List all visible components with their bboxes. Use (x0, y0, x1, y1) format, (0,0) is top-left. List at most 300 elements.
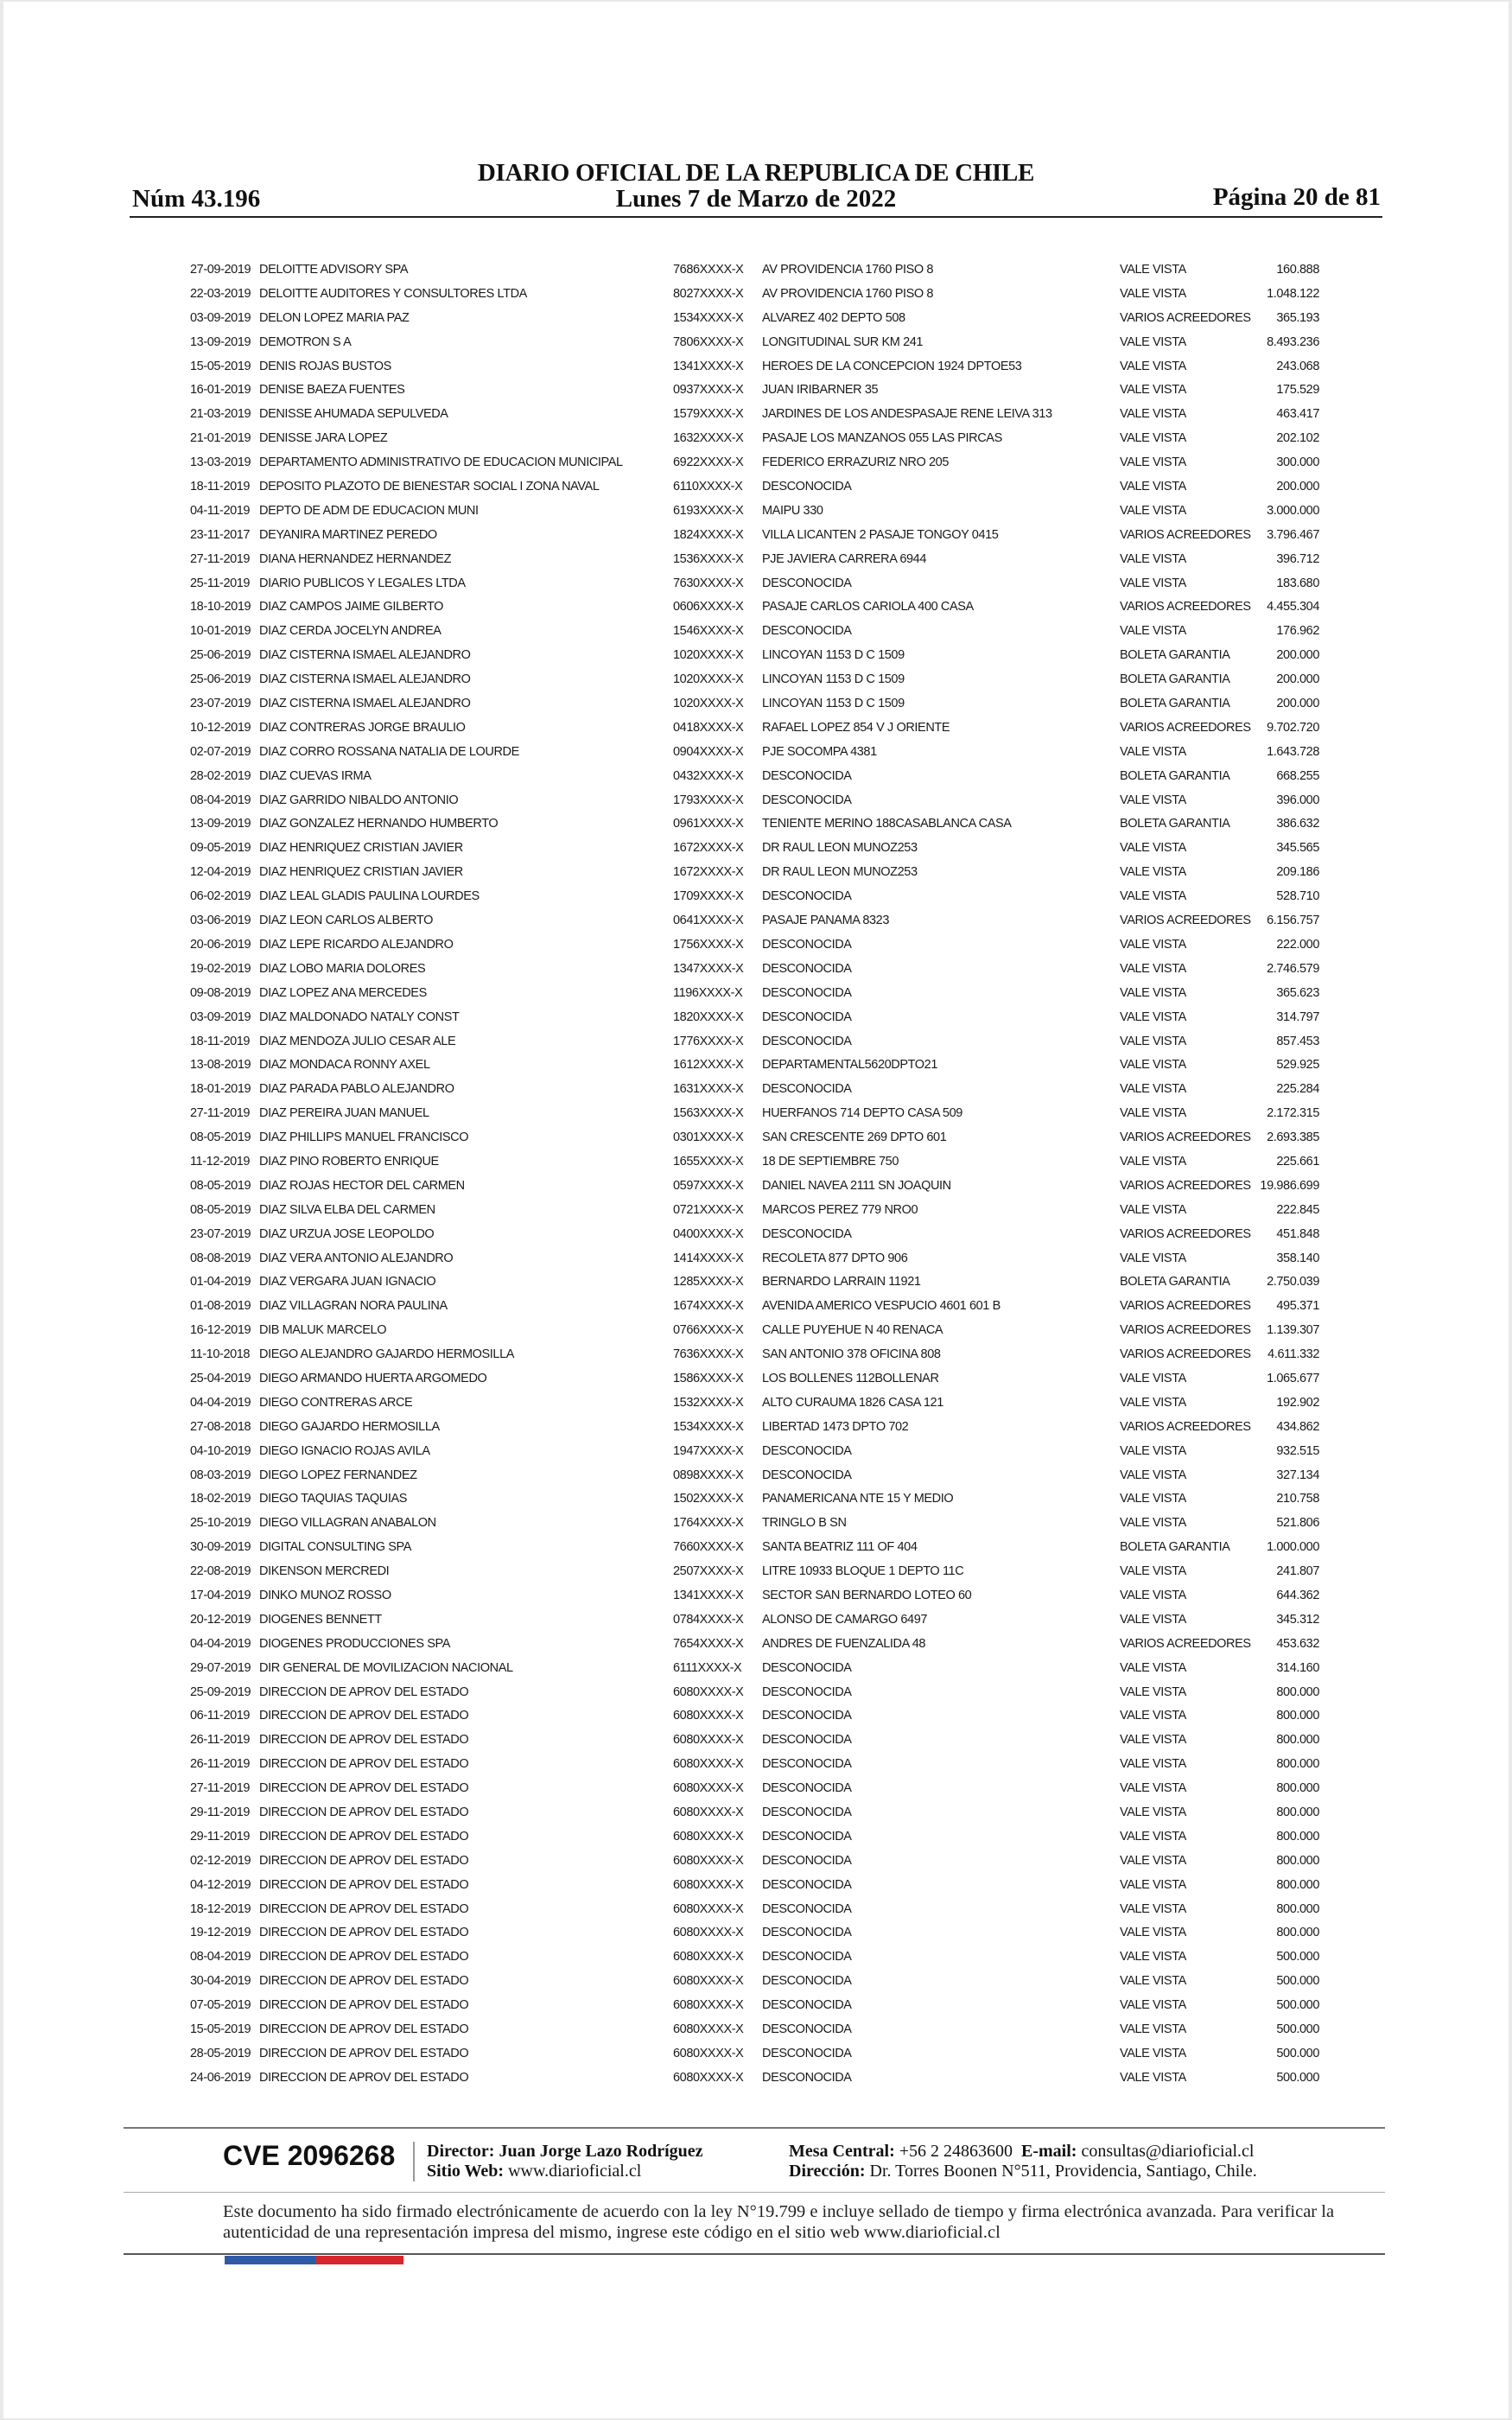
row-rut: 6080XXXX-X (673, 2022, 744, 2037)
row-beneficiary: DEMOTRON S A (259, 334, 352, 349)
row-address: DESCONOCIDA (762, 2070, 852, 2085)
row-amount: 644.362 (1276, 1588, 1319, 1602)
row-beneficiary: DIAZ LEAL GLADIS PAULINA LOURDES (259, 889, 480, 904)
row-document-type: VALE VISTA (1120, 1492, 1186, 1506)
table-row (0, 1993, 1512, 2017)
row-amount: 500.000 (1276, 2070, 1319, 2085)
table-row (0, 1101, 1512, 1125)
row-address: DESCONOCIDA (762, 1757, 852, 1772)
row-amount: 6.156.757 (1267, 914, 1319, 928)
row-amount: 243.068 (1276, 359, 1319, 373)
row-rut: 6111XXXX-X (673, 1660, 742, 1675)
row-beneficiary: DIR GENERAL DE MOVILIZACION NACIONAL (259, 1660, 513, 1675)
row-amount: 451.848 (1276, 1226, 1319, 1241)
row-beneficiary: DIRECCION DE APROV DEL ESTADO (259, 1805, 469, 1819)
row-date: 02-12-2019 (190, 1853, 251, 1868)
row-amount: 463.417 (1276, 407, 1319, 422)
row-beneficiary: DIRECCION DE APROV DEL ESTADO (259, 1733, 469, 1748)
row-amount: 314.797 (1276, 1009, 1319, 1024)
row-address: DR RAUL LEON MUNOZ253 (762, 841, 918, 856)
row-document-type: VALE VISTA (1120, 1034, 1186, 1048)
row-document-type: VALE VISTA (1120, 2022, 1186, 2037)
row-amount: 800.000 (1276, 1781, 1319, 1796)
row-date: 25-04-2019 (190, 1371, 251, 1385)
row-address: DESCONOCIDA (762, 1974, 852, 1989)
row-rut: 1579XXXX-X (673, 407, 744, 422)
row-beneficiary: DINKO MUNOZ ROSSO (259, 1588, 391, 1602)
table-row (0, 1174, 1512, 1198)
row-amount: 345.565 (1276, 841, 1319, 856)
row-address: DESCONOCIDA (762, 961, 852, 976)
row-beneficiary: DIAZ CERDA JOCELYN ANDREA (259, 624, 442, 639)
table-row (0, 1125, 1512, 1150)
email-label: E-mail: (1021, 2142, 1077, 2161)
table-row (0, 402, 1512, 426)
site-label: Sitio Web: (427, 2162, 505, 2181)
row-date: 20-12-2019 (190, 1612, 251, 1627)
row-amount: 528.710 (1276, 889, 1319, 904)
table-row (0, 354, 1512, 379)
row-rut: 1020XXXX-X (673, 648, 744, 663)
row-amount: 521.806 (1276, 1516, 1319, 1531)
row-amount: 1.065.677 (1267, 1371, 1319, 1385)
row-date: 24-06-2019 (190, 2070, 251, 2085)
row-address: DESCONOCIDA (762, 2022, 852, 2037)
table-row (0, 450, 1512, 474)
email-link[interactable]: consultas@diarioficial.cl (1081, 2142, 1255, 2161)
row-beneficiary: DIAZ HENRIQUEZ CRISTIAN JAVIER (259, 865, 463, 880)
row-amount: 434.862 (1276, 1419, 1319, 1434)
row-beneficiary: DIAZ VERGARA JUAN IGNACIO (259, 1275, 436, 1290)
table-row (0, 740, 1512, 764)
row-address: DESCONOCIDA (762, 1468, 852, 1482)
row-amount: 209.186 (1276, 865, 1319, 880)
row-address: LINCOYAN 1153 D C 1509 (762, 672, 905, 687)
row-rut: 1824XXXX-X (673, 527, 744, 542)
row-beneficiary: DIRECCION DE APROV DEL ESTADO (259, 1950, 469, 1965)
legal-notice: Este documento ha sido firmado electrónicamente de acuerdo con la ley N°19.799 e incluye sellado de tiempo y firma electrónica avanzada. Para verificar la autenticidad de una representación impresa del mismo, ingrese este código en el sitio web www.diarioficial.cl (223, 2202, 1335, 2242)
row-address: PJE JAVIERA CARRERA 6944 (762, 551, 926, 566)
row-amount: 365.193 (1276, 310, 1319, 325)
row-rut: 1612XXXX-X (673, 1058, 744, 1073)
row-beneficiary: DIOGENES PRODUCCIONES SPA (259, 1636, 450, 1651)
row-document-type: BOLETA GARANTIA (1120, 648, 1230, 663)
row-beneficiary: DIAZ GARRIDO NIBALDO ANTONIO (259, 793, 459, 807)
row-date: 25-06-2019 (190, 648, 251, 663)
row-document-type: BOLETA GARANTIA (1120, 1275, 1230, 1290)
row-address: SANTA BEATRIZ 111 OF 404 (762, 1540, 918, 1555)
row-document-type: VALE VISTA (1120, 1588, 1186, 1602)
row-beneficiary: DIAZ MENDOZA JULIO CESAR ALE (259, 1034, 456, 1048)
row-date: 16-12-2019 (190, 1323, 251, 1338)
row-date: 16-01-2019 (190, 383, 251, 398)
row-document-type: VALE VISTA (1120, 1564, 1186, 1579)
row-amount: 4.455.304 (1267, 600, 1319, 615)
row-amount: 1.643.728 (1267, 744, 1319, 759)
row-document-type: VALE VISTA (1120, 1974, 1186, 1989)
row-document-type: VALE VISTA (1120, 431, 1186, 446)
row-rut: 6080XXXX-X (673, 1829, 744, 1844)
row-rut: 0766XXXX-X (673, 1323, 744, 1338)
row-rut: 0641XXXX-X (673, 914, 744, 928)
row-address: DESCONOCIDA (762, 1082, 852, 1097)
row-date: 18-11-2019 (190, 1034, 251, 1048)
row-beneficiary: DIGITAL CONSULTING SPA (259, 1540, 411, 1555)
row-date: 18-01-2019 (190, 1082, 251, 1097)
row-rut: 1414XXXX-X (673, 1251, 744, 1265)
footer-divider-mid (124, 2192, 1385, 2193)
row-date: 25-06-2019 (190, 672, 251, 687)
row-beneficiary: DIAZ CAMPOS JAIME GILBERTO (259, 600, 444, 615)
row-rut: 1672XXXX-X (673, 865, 744, 880)
row-date: 08-08-2019 (190, 1251, 251, 1265)
row-address: DESCONOCIDA (762, 1926, 852, 1940)
address-label: Dirección: (789, 2162, 866, 2181)
row-beneficiary: DIEGO TAQUIAS TAQUIAS (259, 1492, 408, 1506)
row-address: DESCONOCIDA (762, 1443, 852, 1458)
row-date: 19-02-2019 (190, 961, 251, 976)
row-date: 28-05-2019 (190, 2046, 251, 2060)
row-rut: 1341XXXX-X (673, 359, 744, 373)
row-document-type: VARIOS ACREEDORES (1120, 1323, 1251, 1338)
row-rut: 1563XXXX-X (673, 1106, 744, 1121)
row-address: DESCONOCIDA (762, 1009, 852, 1024)
row-address: ALVAREZ 402 DEPTO 508 (762, 310, 905, 325)
row-amount: 183.680 (1276, 576, 1319, 590)
row-rut: 1793XXXX-X (673, 793, 744, 807)
row-document-type: VARIOS ACREEDORES (1120, 720, 1251, 735)
table-row (0, 378, 1512, 402)
row-amount: 500.000 (1276, 1998, 1319, 2013)
row-address: DESCONOCIDA (762, 768, 852, 783)
table-row (0, 1559, 1512, 1583)
row-beneficiary: DIEGO VILLAGRAN ANABALON (259, 1516, 436, 1531)
table-row (0, 1463, 1512, 1487)
row-document-type: VALE VISTA (1120, 1829, 1186, 1844)
row-rut: 6080XXXX-X (673, 1998, 744, 2013)
row-address: DANIEL NAVEA 2111 SN JOAQUIN (762, 1178, 951, 1193)
row-date: 15-05-2019 (190, 359, 251, 373)
row-beneficiary: DIRECCION DE APROV DEL ESTADO (259, 1709, 469, 1723)
row-beneficiary: DIAZ LEON CARLOS ALBERTO (259, 914, 433, 928)
table-row (0, 1366, 1512, 1391)
row-amount: 800.000 (1276, 1926, 1319, 1940)
table-row (0, 330, 1512, 354)
table-row (0, 860, 1512, 884)
row-beneficiary: DENISE BAEZA FUENTES (259, 383, 405, 398)
table-row (0, 547, 1512, 571)
row-amount: 8.493.236 (1267, 334, 1319, 349)
row-document-type: VALE VISTA (1120, 841, 1186, 856)
table-row (0, 1246, 1512, 1270)
row-address: SAN ANTONIO 378 OFICINA 808 (762, 1347, 941, 1362)
row-rut: 0904XXXX-X (673, 744, 744, 759)
row-address: DR RAUL LEON MUNOZ253 (762, 865, 918, 880)
row-beneficiary: DEPOSITO PLAZOTO DE BIENESTAR SOCIAL I ZONA NAVAL (259, 480, 600, 494)
row-document-type: VALE VISTA (1120, 455, 1186, 470)
row-rut: 1820XXXX-X (673, 1009, 744, 1024)
row-rut: 0937XXXX-X (673, 383, 744, 398)
site-link[interactable]: www.diarioficial.cl (508, 2162, 642, 2181)
row-beneficiary: DIAZ MALDONADO NATALY CONST (259, 1009, 460, 1024)
row-beneficiary: DIRECCION DE APROV DEL ESTADO (259, 2046, 469, 2060)
row-rut: 1020XXXX-X (673, 672, 744, 687)
row-date: 23-11-2017 (190, 527, 251, 542)
row-date: 21-01-2019 (190, 431, 251, 446)
row-beneficiary: DIAZ CORRO ROSSANA NATALIA DE LOURDE (259, 744, 519, 759)
row-rut: 1672XXXX-X (673, 841, 744, 856)
row-rut: 6080XXXX-X (673, 1781, 744, 1796)
row-address: JUAN IRIBARNER 35 (762, 383, 879, 398)
row-document-type: VALE VISTA (1120, 1082, 1186, 1097)
row-document-type: VALE VISTA (1120, 503, 1186, 518)
row-beneficiary: DIOGENES BENNETT (259, 1612, 382, 1627)
row-address: BERNARDO LARRAIN 11921 (762, 1275, 921, 1290)
row-date: 27-09-2019 (190, 263, 251, 277)
row-date: 03-09-2019 (190, 1009, 251, 1024)
row-beneficiary: DIAZ CUEVAS IRMA (259, 768, 372, 783)
row-beneficiary: DIAZ LOPEZ ANA MERCEDES (259, 985, 427, 1000)
row-address: DESCONOCIDA (762, 576, 852, 590)
table-row (0, 908, 1512, 933)
row-amount: 453.632 (1276, 1636, 1319, 1651)
row-address: ANDRES DE FUENZALIDA 48 (762, 1636, 926, 1651)
row-beneficiary: DIAZ CONTRERAS JORGE BRAULIO (259, 720, 466, 735)
row-address: DESCONOCIDA (762, 2046, 852, 2060)
flag-stripe-blue (225, 2256, 315, 2264)
table-row (0, 667, 1512, 691)
row-amount: 800.000 (1276, 1829, 1319, 1844)
table-row (0, 2017, 1512, 2041)
row-date: 30-04-2019 (190, 1974, 251, 1989)
row-amount: 222.000 (1276, 937, 1319, 952)
row-rut: 6080XXXX-X (673, 1853, 744, 1868)
row-beneficiary: DIAZ GONZALEZ HERNANDO HUMBERTO (259, 817, 499, 831)
row-date: 08-03-2019 (190, 1468, 251, 1482)
row-beneficiary: DIRECCION DE APROV DEL ESTADO (259, 1757, 469, 1772)
row-amount: 210.758 (1276, 1492, 1319, 1506)
row-document-type: VALE VISTA (1120, 1877, 1186, 1892)
table-row (0, 1728, 1512, 1752)
row-address: TRINGLO B SN (762, 1516, 847, 1531)
row-date: 13-08-2019 (190, 1058, 251, 1073)
row-date: 27-11-2019 (190, 1781, 251, 1796)
row-rut: 7636XXXX-X (673, 1347, 744, 1362)
row-rut: 1020XXXX-X (673, 697, 744, 711)
row-rut: 6080XXXX-X (673, 1757, 744, 1772)
row-beneficiary: DIAZ URZUA JOSE LEOPOLDO (259, 1226, 435, 1241)
row-beneficiary: DIAZ CISTERNA ISMAEL ALEJANDRO (259, 672, 471, 687)
row-date: 09-05-2019 (190, 841, 251, 856)
row-document-type: BOLETA GARANTIA (1120, 817, 1230, 831)
row-amount: 500.000 (1276, 1974, 1319, 1989)
row-document-type: VARIOS ACREEDORES (1120, 1130, 1251, 1145)
row-beneficiary: DIAZ VILLAGRAN NORA PAULINA (259, 1299, 448, 1314)
row-document-type: VALE VISTA (1120, 1805, 1186, 1819)
row-address: PJE SOCOMPA 4381 (762, 744, 877, 759)
row-document-type: VALE VISTA (1120, 576, 1186, 590)
row-document-type: VALE VISTA (1120, 937, 1186, 952)
row-amount: 386.632 (1276, 817, 1319, 831)
row-date: 04-10-2019 (190, 1443, 251, 1458)
row-address: TENIENTE MERINO 188CASABLANCA CASA (762, 817, 1012, 831)
row-amount: 2.746.579 (1267, 961, 1319, 976)
row-document-type: VALE VISTA (1120, 383, 1186, 398)
row-beneficiary: DELOITTE ADVISORY SPA (259, 263, 409, 277)
row-amount: 202.102 (1276, 431, 1319, 446)
row-beneficiary: DENIS ROJAS BUSTOS (259, 359, 391, 373)
row-address: LOS BOLLENES 112BOLLENAR (762, 1371, 939, 1385)
row-rut: 7654XXXX-X (673, 1636, 744, 1651)
row-beneficiary: DIAZ VERA ANTONIO ALEJANDRO (259, 1251, 454, 1265)
row-amount: 500.000 (1276, 2022, 1319, 2037)
row-rut: 1534XXXX-X (673, 310, 744, 325)
row-date: 26-11-2019 (190, 1733, 251, 1748)
row-date: 08-05-2019 (190, 1130, 251, 1145)
row-rut: 0961XXXX-X (673, 817, 744, 831)
row-document-type: VALE VISTA (1120, 1202, 1186, 1217)
table-row (0, 2041, 1512, 2066)
cve-code: CVE 2096268 (223, 2140, 396, 2171)
mesa-label: Mesa Central: (789, 2142, 895, 2161)
row-rut: 6193XXXX-X (673, 503, 744, 518)
table-row (0, 1222, 1512, 1246)
table-row (0, 1318, 1512, 1342)
row-address: RAFAEL LOPEZ 854 V J ORIENTE (762, 720, 950, 735)
row-date: 09-08-2019 (190, 985, 251, 1000)
table-row (0, 1198, 1512, 1222)
row-address: 18 DE SEPTIEMBRE 750 (762, 1154, 899, 1169)
row-amount: 192.902 (1276, 1395, 1319, 1410)
row-address: DESCONOCIDA (762, 1998, 852, 2013)
row-beneficiary: DIAZ CISTERNA ISMAEL ALEJANDRO (259, 697, 471, 711)
row-address: MAIPU 330 (762, 503, 823, 518)
row-rut: 1532XXXX-X (673, 1395, 744, 1410)
row-date: 04-11-2019 (190, 503, 251, 518)
table-row (0, 1511, 1512, 1535)
row-amount: 176.962 (1276, 624, 1319, 639)
row-amount: 800.000 (1276, 1757, 1319, 1772)
row-document-type: VALE VISTA (1120, 744, 1186, 759)
row-rut: 6080XXXX-X (673, 1901, 744, 1916)
row-address: LITRE 10933 BLOQUE 1 DEPTO 11C (762, 1564, 964, 1579)
row-document-type: BOLETA GARANTIA (1120, 768, 1230, 783)
row-address: DESCONOCIDA (762, 1660, 852, 1675)
row-rut: 1285XXXX-X (673, 1275, 744, 1290)
table-row (0, 764, 1512, 788)
row-date: 03-09-2019 (190, 310, 251, 325)
row-address: DESCONOCIDA (762, 1853, 852, 1868)
row-rut: 1764XXXX-X (673, 1516, 744, 1531)
row-address: DESCONOCIDA (762, 1901, 852, 1916)
row-document-type: VALE VISTA (1120, 1009, 1186, 1024)
row-document-type: VARIOS ACREEDORES (1120, 1347, 1251, 1362)
table-row (0, 1704, 1512, 1728)
row-beneficiary: DIAZ CISTERNA ISMAEL ALEJANDRO (259, 648, 471, 663)
table-row (0, 836, 1512, 860)
director-name: Juan Jorge Lazo Rodríguez (499, 2142, 703, 2161)
row-rut: 6080XXXX-X (673, 1709, 744, 1723)
row-rut: 6080XXXX-X (673, 1974, 744, 1989)
row-date: 21-03-2019 (190, 407, 251, 422)
row-rut: 6080XXXX-X (673, 1733, 744, 1748)
row-date: 27-08-2018 (190, 1419, 251, 1434)
row-beneficiary: DEYANIRA MARTINEZ PEREDO (259, 527, 437, 542)
row-document-type: VALE VISTA (1120, 865, 1186, 880)
row-rut: 7806XXXX-X (673, 334, 744, 349)
row-address: DESCONOCIDA (762, 1781, 852, 1796)
row-rut: 0418XXXX-X (673, 720, 744, 735)
row-rut: 7660XXXX-X (673, 1540, 744, 1555)
row-date: 07-05-2019 (190, 1998, 251, 2013)
footer-contact-block (789, 2142, 1257, 2181)
row-date: 25-11-2019 (190, 576, 251, 590)
address-value: Dr. Torres Boonen N°511, Providencia, Santiago, Chile. (869, 2162, 1257, 2181)
table-row (0, 933, 1512, 957)
row-date: 03-06-2019 (190, 914, 251, 928)
row-date: 08-04-2019 (190, 1950, 251, 1965)
row-document-type: VALE VISTA (1120, 1853, 1186, 1868)
row-rut: 1756XXXX-X (673, 937, 744, 952)
row-beneficiary: DIAZ LOBO MARIA DOLORES (259, 961, 426, 976)
row-amount: 800.000 (1276, 1709, 1319, 1723)
row-rut: 0432XXXX-X (673, 768, 744, 783)
row-address: AV PROVIDENCIA 1760 PISO 8 (762, 263, 934, 277)
row-date: 04-04-2019 (190, 1395, 251, 1410)
row-address: AVENIDA AMERICO VESPUCIO 4601 601 B (762, 1299, 1001, 1314)
row-document-type: VALE VISTA (1120, 1612, 1186, 1627)
row-amount: 300.000 (1276, 455, 1319, 470)
row-beneficiary: DIRECCION DE APROV DEL ESTADO (259, 1998, 469, 2013)
table-row (0, 1945, 1512, 1969)
row-amount: 529.925 (1276, 1058, 1319, 1073)
row-amount: 800.000 (1276, 1853, 1319, 1868)
row-beneficiary: DENISSE JARA LOPEZ (259, 431, 388, 446)
row-rut: 1632XXXX-X (673, 431, 744, 446)
row-beneficiary: DIRECCION DE APROV DEL ESTADO (259, 2070, 469, 2085)
row-date: 12-04-2019 (190, 865, 251, 880)
table-row (0, 1270, 1512, 1294)
row-document-type: VALE VISTA (1120, 1468, 1186, 1482)
row-amount: 1.139.307 (1267, 1323, 1319, 1338)
row-address: LIBERTAD 1473 DPTO 702 (762, 1419, 909, 1434)
table-row (0, 595, 1512, 619)
row-date: 06-11-2019 (190, 1709, 251, 1723)
table-row (0, 1535, 1512, 1559)
row-document-type: VALE VISTA (1120, 286, 1186, 301)
row-date: 10-12-2019 (190, 720, 251, 735)
row-rut: 1586XXXX-X (673, 1371, 744, 1385)
row-beneficiary: DIRECCION DE APROV DEL ESTADO (259, 1974, 469, 1989)
row-date: 11-10-2018 (190, 1347, 251, 1362)
row-rut: 6080XXXX-X (673, 2070, 744, 2085)
row-address: ALTO CURAUMA 1826 CASA 121 (762, 1395, 943, 1410)
row-amount: 9.702.720 (1267, 720, 1319, 735)
row-rut: 8027XXXX-X (673, 286, 744, 301)
row-amount: 932.515 (1276, 1443, 1319, 1458)
row-amount: 396.000 (1276, 793, 1319, 807)
row-beneficiary: DEPTO DE ADM DE EDUCACION MUNI (259, 503, 479, 518)
row-beneficiary: DIEGO GAJARDO HERMOSILLA (259, 1419, 440, 1434)
row-document-type: VALE VISTA (1120, 1733, 1186, 1748)
row-beneficiary: DIAZ HENRIQUEZ CRISTIAN JAVIER (259, 841, 463, 856)
row-address: SAN CRESCENTE 269 DPTO 601 (762, 1130, 947, 1145)
row-amount: 225.284 (1276, 1082, 1319, 1097)
row-date: 22-03-2019 (190, 286, 251, 301)
row-beneficiary: DIEGO CONTRERAS ARCE (259, 1395, 413, 1410)
table-row (0, 1439, 1512, 1463)
table-row (0, 1608, 1512, 1632)
